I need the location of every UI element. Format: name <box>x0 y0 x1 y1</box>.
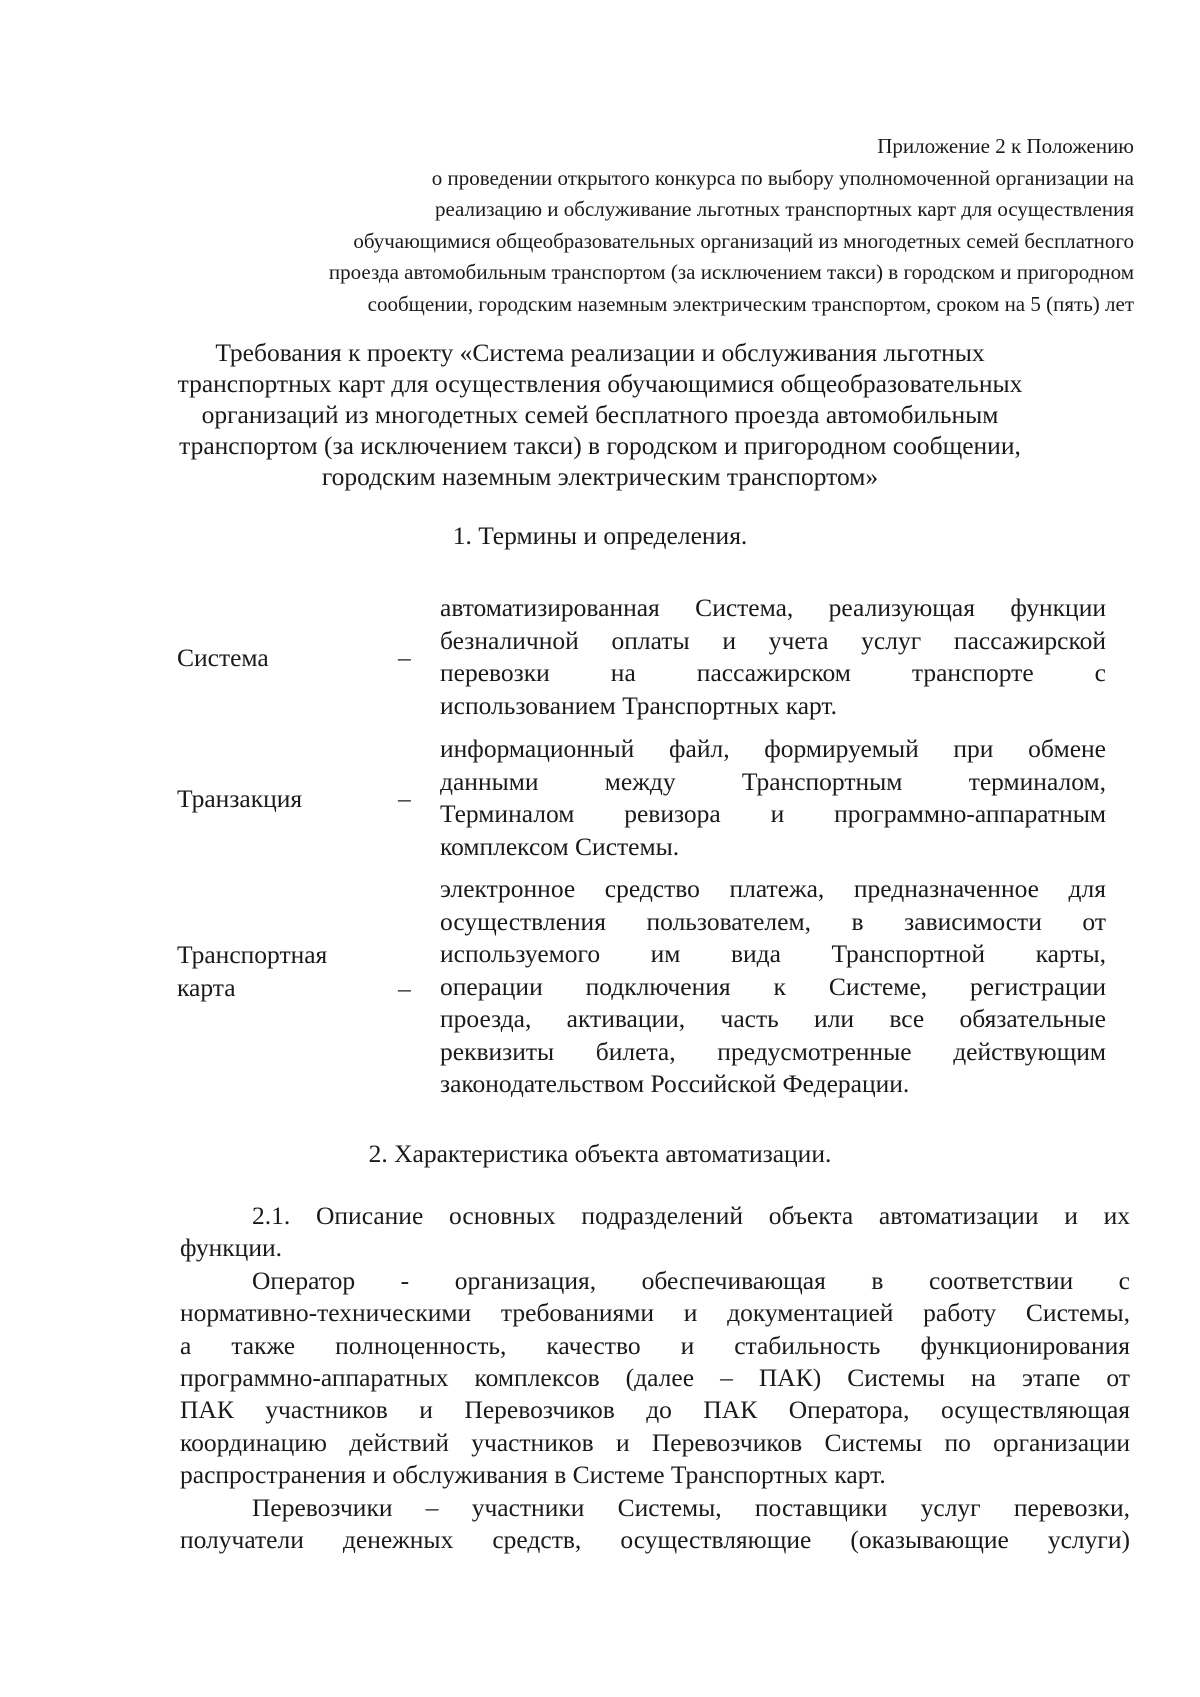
term-dash: – <box>398 784 411 813</box>
paragraph-line: Перевозчики – участники Системы, поставщики услуг перевозки, <box>252 1492 1130 1522</box>
definition-line: перевозки на пассажирском транспорте с <box>440 658 1106 687</box>
title-line: городским наземным электрическим транспортом» <box>321 462 879 491</box>
title-line: транспортом (за исключением такси) в городском и пригородном сообщении, <box>179 431 1021 460</box>
paragraph-line: программно-аппаратных комплексов (далее – ПАК) Системы на этапе от <box>180 1363 1130 1393</box>
annex-header <box>134 131 1134 320</box>
definition-line: операции подключения к Системе, регистрации <box>440 971 1106 1001</box>
annex-line: проезда автомобильным транспортом (за исключением такси) в городском и пригородном <box>328 260 1134 284</box>
title-line: транспортных карт для осуществления обучающимися общеобразовательных <box>177 369 1023 398</box>
paragraph-line: а также полноценность, качество и стабильность функционирования <box>180 1330 1130 1360</box>
term-definition <box>440 592 1106 722</box>
annex-line: о проведении открытого конкурса по выбору уполномоченной организации на <box>431 165 1134 190</box>
paragraph-line: распространения и обслуживания в Системе Транспортных карт. <box>180 1460 886 1490</box>
paragraph-line: ПАК участников и Перевозчиков до ПАК Оператора, осуществляющая <box>180 1395 1130 1425</box>
paragraph-line: 2.1. Описание основных подразделений объекта автоматизации и их <box>252 1201 1130 1230</box>
annex-line: сообщении, городским наземным электрическим транспортом, сроком на 5 (пять) лет <box>367 291 1134 316</box>
paragraph-line: нормативно-техническими требованиями и документацией работу Системы, <box>180 1298 1130 1328</box>
annex-line: обучающимися общеобразовательных организаций из многодетных семей бесплатного <box>353 228 1134 253</box>
definition-line: автоматизированная Система, реализующая функции <box>440 593 1106 622</box>
section-heading-terms: 1. Термины и определения. <box>452 521 748 550</box>
paragraph-line: получатели денежных средств, осуществляющие (оказывающие услуги) <box>180 1525 1130 1555</box>
term-name: Транзакция <box>177 784 303 813</box>
definition-line: использованием Транспортных карт. <box>440 690 838 720</box>
definition-line: используемого им вида Транспортной карты, <box>440 939 1106 968</box>
body-text <box>180 1200 1130 1556</box>
term-definition <box>440 733 1106 863</box>
paragraph-line: функции. <box>180 1233 282 1263</box>
annex-line: Приложение 2 к Положению <box>877 134 1134 158</box>
annex-line: реализацию и обслуживание льготных транспортных карт для осуществления <box>434 197 1134 221</box>
term-definition <box>440 873 1106 1101</box>
section-heading-automation: 2. Характеристика объекта автоматизации. <box>368 1139 832 1168</box>
term-name: Система <box>177 643 269 672</box>
title-line: Требования к проекту «Система реализации и обслуживания льготных <box>215 338 985 367</box>
definition-line: комплексом Системы. <box>440 831 680 861</box>
definition-line: электронное средство платежа, предназначенное для <box>440 874 1106 903</box>
paragraph-line: координацию действий участников и Перевозчиков Системы по организации <box>180 1427 1130 1457</box>
paragraph-line: Оператор - организация, обеспечивающая в соответствии с <box>252 1265 1130 1295</box>
definition-line: проезда, активации, часть или все обязательные <box>440 1004 1106 1033</box>
definition-line: данными между Транспортным терминалом, <box>440 766 1106 796</box>
definition-line: безналичной оплаты и учета услуг пассажирской <box>440 625 1106 655</box>
definition-line: реквизиты билета, предусмотренные действующим <box>440 1036 1106 1066</box>
definition-line: Терминалом ревизора и программно-аппаратным <box>440 799 1106 828</box>
term-name: Транспортная карта <box>177 940 328 1002</box>
definition-line: законодательством Российской Федерации. <box>440 1069 910 1098</box>
term-dash: – <box>398 643 411 672</box>
definition-line: осуществления пользователем, в зависимости от <box>440 906 1106 936</box>
definition-line: информационный файл, формируемый при обмене <box>440 734 1106 763</box>
term-dash: – <box>398 974 411 1003</box>
document-title <box>110 337 1090 492</box>
title-line: организаций из многодетных семей бесплатного проезда автомобильным <box>201 400 999 429</box>
